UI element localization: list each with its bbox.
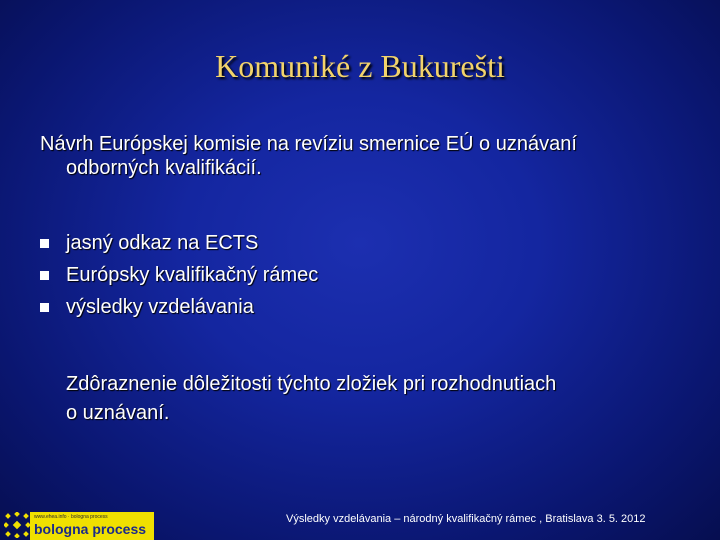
logo-text: bologna process (34, 521, 147, 537)
slide-title: Komuniké z Bukurešti (215, 48, 505, 84)
intro-paragraph: Návrh Európskej komisie na revíziu smernice EÚ o uznávaní odborných kvalifikácií. (40, 133, 577, 179)
bullet-item (40, 262, 318, 294)
bullet-text: výsledky vzdelávania (66, 296, 254, 318)
bullet-text: jasný odkaz na ECTS (66, 232, 259, 254)
stars-icon (4, 512, 30, 538)
square-bullet-icon (40, 239, 49, 248)
bullet-text: Európsky kvalifikačný rámec (66, 264, 319, 286)
emphasis-paragraph: Zdôraznenie dôležitosti týchto zložiek pri rozhodnutiach o uznávaní. (66, 373, 557, 424)
bologna-process-logo (0, 508, 154, 540)
bullet-item (40, 230, 318, 262)
bullet-list (40, 230, 318, 326)
square-bullet-icon (40, 271, 49, 280)
square-bullet-icon (40, 303, 49, 312)
logo-small-text: www.ehea.info · bologna process (34, 514, 108, 520)
logo-box (30, 512, 154, 540)
footer-caption: Výsledky vzdelávania – národný kvalifikačný rámec , Bratislava 3. 5. 2012 (286, 513, 646, 525)
bullet-item (40, 294, 318, 326)
